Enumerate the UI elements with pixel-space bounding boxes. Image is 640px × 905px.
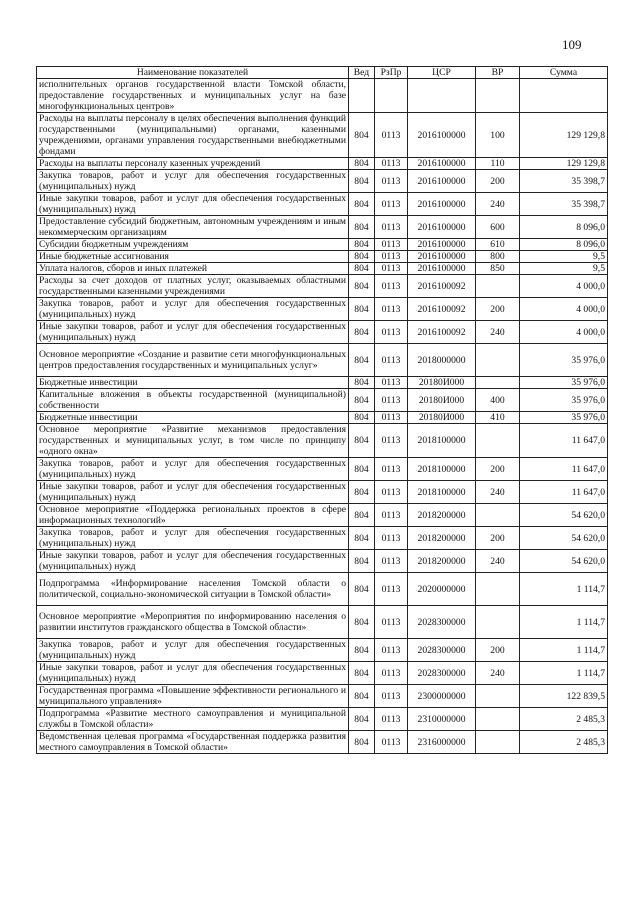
table-row xyxy=(37,458,608,481)
cell-sum: 54 620,0 xyxy=(520,527,608,550)
cell-vr: 100 xyxy=(476,113,520,158)
cell-sum: 122 839,5 xyxy=(520,685,608,708)
cell-vr: 400 xyxy=(476,389,520,412)
cell-vr: 850 xyxy=(476,263,520,275)
cell-rzpr: 0113 xyxy=(375,606,408,639)
cell-name: Закупка товаров, работ и услуг для обеспечения государственных (муниципальных) нужд xyxy=(37,527,349,550)
cell-vr: 600 xyxy=(476,216,520,239)
cell-csr: 2018200000 xyxy=(408,550,476,573)
table-row xyxy=(37,504,608,527)
cell-name: Государственная программа «Повышение эффективности регионального и муниципального управления» xyxy=(37,685,349,708)
cell-vr: 240 xyxy=(476,550,520,573)
cell-name: Расходы за счет доходов от платных услуг, оказываемых областными государственными казенными учреждениями xyxy=(37,275,349,298)
cell-vr xyxy=(476,731,520,754)
cell-csr: 2016100000 xyxy=(408,251,476,263)
cell-rzpr: 0113 xyxy=(375,239,408,251)
cell-ved: 804 xyxy=(349,158,375,170)
cell-rzpr: 0113 xyxy=(375,424,408,458)
cell-vr: 610 xyxy=(476,239,520,251)
cell-vr xyxy=(476,344,520,377)
column-header-sum: Сумма xyxy=(520,67,608,79)
table-row xyxy=(37,639,608,662)
cell-vr xyxy=(476,275,520,298)
table-row xyxy=(37,216,608,239)
cell-csr: 2016100092 xyxy=(408,321,476,344)
table-row xyxy=(37,275,608,298)
cell-name: Иные закупки товаров, работ и услуг для обеспечения государственных (муниципальных) нужд xyxy=(37,321,349,344)
cell-csr: 2016100000 xyxy=(408,239,476,251)
cell-csr: 2028300000 xyxy=(408,662,476,685)
table-row xyxy=(37,263,608,275)
cell-sum: 35 976,0 xyxy=(520,389,608,412)
cell-sum: 129 129,8 xyxy=(520,113,608,158)
cell-ved: 804 xyxy=(349,298,375,321)
cell-vr: 240 xyxy=(476,481,520,504)
cell-sum: 35 398,7 xyxy=(520,170,608,193)
cell-sum: 8 096,0 xyxy=(520,239,608,251)
cell-sum: 4 000,0 xyxy=(520,321,608,344)
cell-sum: 35 976,0 xyxy=(520,412,608,424)
cell-sum: 4 000,0 xyxy=(520,275,608,298)
cell-rzpr: 0113 xyxy=(375,113,408,158)
cell-csr: 20180И000 xyxy=(408,389,476,412)
cell-name: Подпрограмма «Информирование населения Томской области о политической, социально-экономической ситуации в Томской области» xyxy=(37,573,349,606)
cell-csr: 2020000000 xyxy=(408,573,476,606)
table-row xyxy=(37,527,608,550)
table-row xyxy=(37,239,608,251)
cell-vr xyxy=(476,377,520,389)
cell-name: Основное мероприятие «Развитие механизмов предоставления государственных и муниципальных услуг, в том числе по принципу «одного окна» xyxy=(37,424,349,458)
cell-rzpr: 0113 xyxy=(375,573,408,606)
cell-rzpr: 0113 xyxy=(375,389,408,412)
cell-ved: 804 xyxy=(349,275,375,298)
cell-csr: 20180И000 xyxy=(408,377,476,389)
table-row xyxy=(37,389,608,412)
cell-vr: 240 xyxy=(476,321,520,344)
cell-csr: 2016100000 xyxy=(408,113,476,158)
cell-csr: 2018100000 xyxy=(408,424,476,458)
cell-name: исполнительных органов государственной власти Томской области, предоставление государственных и муниципальных услуг на базе многофункциональных центров» xyxy=(37,79,349,113)
cell-sum xyxy=(520,79,608,113)
cell-csr: 20180И000 xyxy=(408,412,476,424)
table-row xyxy=(37,170,608,193)
cell-ved: 804 xyxy=(349,662,375,685)
table-row xyxy=(37,424,608,458)
cell-name: Закупка товаров, работ и услуг для обеспечения государственных (муниципальных) нужд xyxy=(37,639,349,662)
cell-ved: 804 xyxy=(349,412,375,424)
cell-rzpr: 0113 xyxy=(375,458,408,481)
cell-name: Иные закупки товаров, работ и услуг для обеспечения государственных (муниципальных) нужд xyxy=(37,193,349,216)
cell-sum: 54 620,0 xyxy=(520,550,608,573)
table-header-row xyxy=(37,67,608,79)
cell-rzpr: 0113 xyxy=(375,639,408,662)
cell-csr: 2028300000 xyxy=(408,639,476,662)
cell-name: Закупка товаров, работ и услуг для обеспечения государственных (муниципальных) нужд xyxy=(37,298,349,321)
cell-rzpr: 0113 xyxy=(375,251,408,263)
cell-vr xyxy=(476,606,520,639)
cell-sum: 8 096,0 xyxy=(520,216,608,239)
cell-rzpr: 0113 xyxy=(375,481,408,504)
cell-rzpr: 0113 xyxy=(375,344,408,377)
table-row xyxy=(37,412,608,424)
cell-ved: 804 xyxy=(349,216,375,239)
table-row xyxy=(37,377,608,389)
cell-ved: 804 xyxy=(349,321,375,344)
cell-vr: 200 xyxy=(476,639,520,662)
cell-ved: 804 xyxy=(349,263,375,275)
cell-csr: 2016100092 xyxy=(408,275,476,298)
table-row xyxy=(37,481,608,504)
cell-vr: 410 xyxy=(476,412,520,424)
cell-ved: 804 xyxy=(349,458,375,481)
cell-rzpr: 0113 xyxy=(375,216,408,239)
cell-rzpr: 0113 xyxy=(375,662,408,685)
cell-sum: 1 114,7 xyxy=(520,606,608,639)
cell-vr xyxy=(476,504,520,527)
budget-table xyxy=(36,66,608,754)
cell-csr: 2018200000 xyxy=(408,504,476,527)
cell-name: Основное мероприятие «Поддержка региональных проектов в сфере информационных технологий» xyxy=(37,504,349,527)
cell-rzpr xyxy=(375,79,408,113)
cell-rzpr: 0113 xyxy=(375,298,408,321)
cell-ved: 804 xyxy=(349,731,375,754)
cell-sum: 9,5 xyxy=(520,251,608,263)
cell-name: Иные закупки товаров, работ и услуг для обеспечения государственных (муниципальных) нужд xyxy=(37,662,349,685)
cell-sum: 2 485,3 xyxy=(520,708,608,731)
cell-name: Закупка товаров, работ и услуг для обеспечения государственных (муниципальных) нужд xyxy=(37,458,349,481)
table-row xyxy=(37,113,608,158)
cell-ved: 804 xyxy=(349,527,375,550)
cell-rzpr: 0113 xyxy=(375,193,408,216)
cell-ved xyxy=(349,79,375,113)
cell-name: Уплата налогов, сборов и иных платежей xyxy=(37,263,349,275)
cell-ved: 804 xyxy=(349,170,375,193)
cell-csr xyxy=(408,79,476,113)
cell-ved: 804 xyxy=(349,550,375,573)
cell-sum: 35 398,7 xyxy=(520,193,608,216)
cell-rzpr: 0113 xyxy=(375,170,408,193)
cell-ved: 804 xyxy=(349,639,375,662)
cell-sum: 54 620,0 xyxy=(520,504,608,527)
cell-csr: 2016100000 xyxy=(408,193,476,216)
cell-csr: 2016100000 xyxy=(408,158,476,170)
column-header-ved: Вед xyxy=(349,67,375,79)
cell-name: Расходы на выплаты персоналу казенных учреждений xyxy=(37,158,349,170)
cell-ved: 804 xyxy=(349,573,375,606)
cell-ved: 804 xyxy=(349,504,375,527)
table-row xyxy=(37,298,608,321)
table-row xyxy=(37,685,608,708)
table-row xyxy=(37,321,608,344)
cell-rzpr: 0113 xyxy=(375,275,408,298)
column-header-vr: ВР xyxy=(476,67,520,79)
cell-name: Иные бюджетные ассигнования xyxy=(37,251,349,263)
cell-vr: 800 xyxy=(476,251,520,263)
cell-name: Предоставление субсидий бюджетным, автономным учреждениям и иным некоммерческим организациям xyxy=(37,216,349,239)
cell-sum: 11 647,0 xyxy=(520,458,608,481)
cell-ved: 804 xyxy=(349,685,375,708)
cell-ved: 804 xyxy=(349,377,375,389)
cell-name: Основное мероприятие «Создание и развитие сети многофункциональных центров предоставления государственных и муниципальных услуг» xyxy=(37,344,349,377)
cell-vr: 200 xyxy=(476,170,520,193)
cell-vr xyxy=(476,708,520,731)
cell-name: Иные закупки товаров, работ и услуг для обеспечения государственных (муниципальных) нужд xyxy=(37,550,349,573)
cell-name: Субсидии бюджетным учреждениям xyxy=(37,239,349,251)
cell-csr: 2016100092 xyxy=(408,298,476,321)
cell-rzpr: 0113 xyxy=(375,158,408,170)
cell-vr: 240 xyxy=(476,193,520,216)
cell-vr xyxy=(476,685,520,708)
cell-rzpr: 0113 xyxy=(375,321,408,344)
cell-sum: 35 976,0 xyxy=(520,344,608,377)
cell-rzpr: 0113 xyxy=(375,731,408,754)
cell-name: Расходы на выплаты персоналу в целях обеспечения выполнения функций государственными (муниципальными) органами, казенными учреждениями, органами управления государственными внебюджетными фондами xyxy=(37,113,349,158)
cell-ved: 804 xyxy=(349,193,375,216)
cell-ved: 804 xyxy=(349,344,375,377)
cell-csr: 2018100000 xyxy=(408,481,476,504)
cell-name: Иные закупки товаров, работ и услуг для обеспечения государственных (муниципальных) нужд xyxy=(37,481,349,504)
cell-sum: 129 129,8 xyxy=(520,158,608,170)
cell-ved: 804 xyxy=(349,481,375,504)
page-number: 109 xyxy=(562,37,582,52)
cell-vr: 240 xyxy=(476,662,520,685)
cell-ved: 804 xyxy=(349,606,375,639)
cell-name: Ведомственная целевая программа «Государственная поддержка развития местного самоуправления в Томской области» xyxy=(37,731,349,754)
table-row xyxy=(37,731,608,754)
cell-csr: 2018100000 xyxy=(408,458,476,481)
cell-csr: 2018000000 xyxy=(408,344,476,377)
table-row xyxy=(37,708,608,731)
cell-ved: 804 xyxy=(349,251,375,263)
cell-name: Капитальные вложения в объекты государственной (муниципальной) собственности xyxy=(37,389,349,412)
table-row xyxy=(37,193,608,216)
table-row xyxy=(37,606,608,639)
cell-sum: 35 976,0 xyxy=(520,377,608,389)
table-row xyxy=(37,573,608,606)
column-header-name: Наименование показателей xyxy=(37,67,349,79)
cell-sum: 1 114,7 xyxy=(520,639,608,662)
cell-csr: 2016100000 xyxy=(408,170,476,193)
cell-ved: 804 xyxy=(349,239,375,251)
cell-csr: 2016100000 xyxy=(408,263,476,275)
cell-vr: 200 xyxy=(476,298,520,321)
cell-name: Бюджетные инвестиции xyxy=(37,412,349,424)
cell-sum: 1 114,7 xyxy=(520,662,608,685)
table-row xyxy=(37,79,608,113)
cell-rzpr: 0113 xyxy=(375,504,408,527)
cell-name: Основное мероприятие «Мероприятия по информированию населения о развитии институтов гражданского общества в Томской области» xyxy=(37,606,349,639)
cell-csr: 2016100000 xyxy=(408,216,476,239)
cell-csr: 2300000000 xyxy=(408,685,476,708)
cell-vr xyxy=(476,573,520,606)
cell-sum: 11 647,0 xyxy=(520,481,608,504)
cell-name: Подпрограмма «Развитие местного самоуправления и муниципальной службы в Томской области» xyxy=(37,708,349,731)
cell-csr: 2310000000 xyxy=(408,708,476,731)
cell-vr: 200 xyxy=(476,527,520,550)
cell-name: Закупка товаров, работ и услуг для обеспечения государственных (муниципальных) нужд xyxy=(37,170,349,193)
cell-rzpr: 0113 xyxy=(375,263,408,275)
cell-vr xyxy=(476,424,520,458)
cell-sum: 4 000,0 xyxy=(520,298,608,321)
table-row xyxy=(37,662,608,685)
cell-name: Бюджетные инвестиции xyxy=(37,377,349,389)
cell-sum: 11 647,0 xyxy=(520,424,608,458)
cell-csr: 2018200000 xyxy=(408,527,476,550)
cell-ved: 804 xyxy=(349,389,375,412)
column-header-csr: ЦСР xyxy=(408,67,476,79)
cell-sum: 2 485,3 xyxy=(520,731,608,754)
cell-vr: 200 xyxy=(476,458,520,481)
cell-rzpr: 0113 xyxy=(375,527,408,550)
cell-vr xyxy=(476,79,520,113)
cell-vr: 110 xyxy=(476,158,520,170)
table-row xyxy=(37,158,608,170)
cell-csr: 2316000000 xyxy=(408,731,476,754)
cell-csr: 2028300000 xyxy=(408,606,476,639)
cell-ved: 804 xyxy=(349,424,375,458)
cell-ved: 804 xyxy=(349,708,375,731)
cell-rzpr: 0113 xyxy=(375,377,408,389)
table-row xyxy=(37,344,608,377)
cell-sum: 9,5 xyxy=(520,263,608,275)
column-header-rzpr: РзПр xyxy=(375,67,408,79)
cell-rzpr: 0113 xyxy=(375,550,408,573)
table-body xyxy=(37,79,608,754)
cell-rzpr: 0113 xyxy=(375,412,408,424)
table-row xyxy=(37,251,608,263)
cell-ved: 804 xyxy=(349,113,375,158)
cell-sum: 1 114,7 xyxy=(520,573,608,606)
cell-rzpr: 0113 xyxy=(375,708,408,731)
table-row xyxy=(37,550,608,573)
cell-rzpr: 0113 xyxy=(375,685,408,708)
